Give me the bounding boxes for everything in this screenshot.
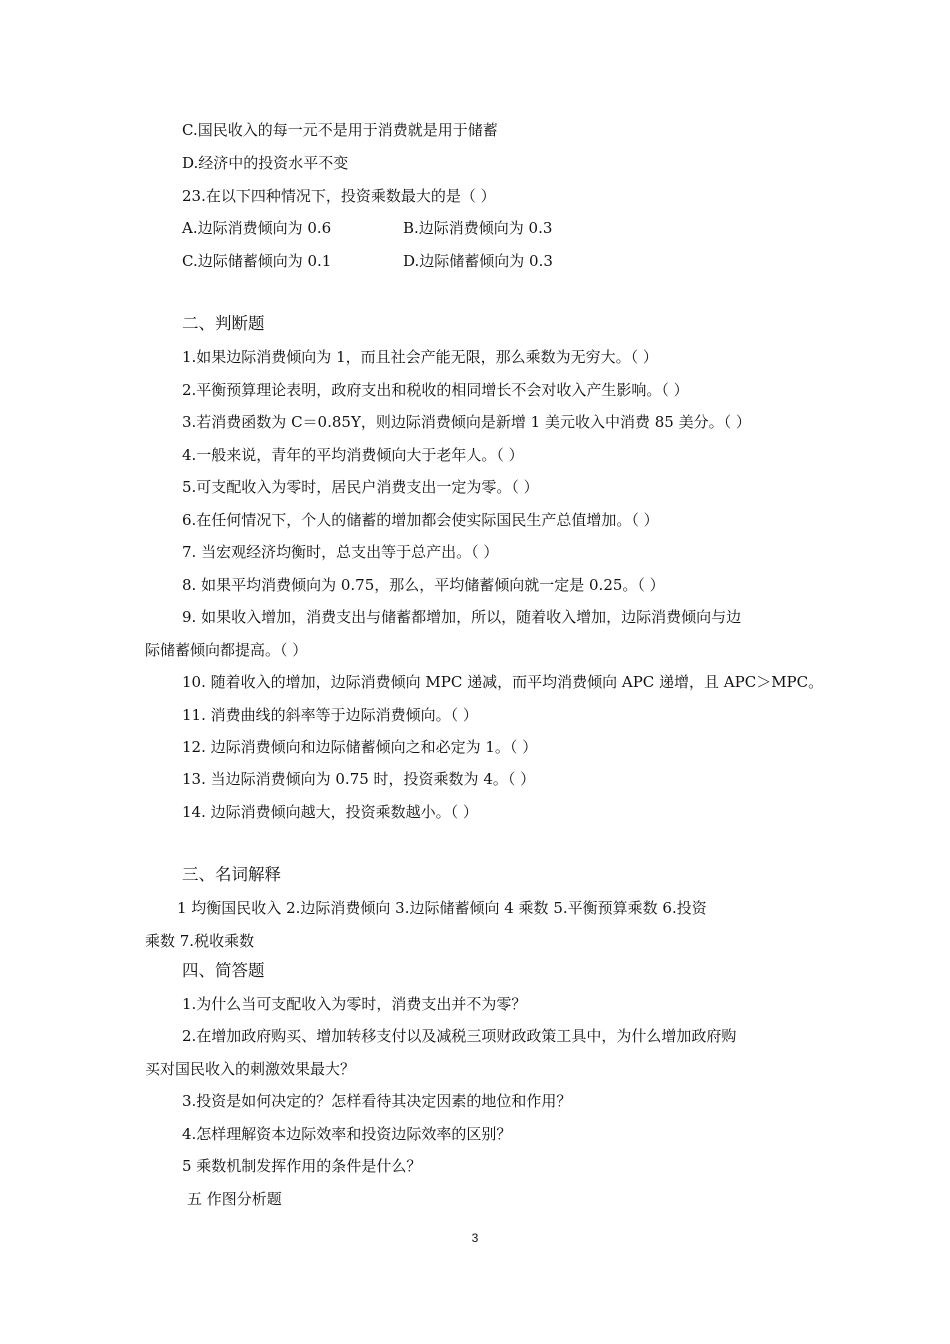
page-number: 3	[471, 1231, 479, 1245]
tf-item: 11. 消费曲线的斜率等于边际消费倾向。（ ）	[182, 706, 478, 724]
option-d-prev: D.经济中的投资水平不变	[182, 154, 349, 172]
section-heading-short-answer: 四、简答题	[182, 961, 265, 980]
question-23-option-b: B.边际消费倾向为 0.3	[403, 219, 553, 237]
tf-item: 3.若消费函数为 C＝0.85Y，则边际消费倾向是新增 1 美元收入中消费 85 美分。（ ）	[182, 413, 751, 431]
tf-item-continuation: 际储蓄倾向都提高。（ ）	[145, 641, 308, 659]
tf-item: 6.在任何情况下，个人的储蓄的增加都会使实际国民生产总值增加。（ ）	[182, 511, 659, 529]
tf-item: 9. 如果收入增加，消费支出与储蓄都增加，所以，随着收入增加，边际消费倾向与边	[182, 608, 742, 626]
question-23-option-d: D.边际储蓄倾向为 0.3	[403, 252, 553, 270]
tf-item: 7. 当宏观经济均衡时，总支出等于总产出。（ ）	[182, 543, 499, 561]
tf-item: 5.可支配收入为零时，居民户消费支出一定为零。（ ）	[182, 478, 539, 496]
tf-item: 12. 边际消费倾向和边际储蓄倾向之和必定为 1。（ ）	[182, 738, 538, 756]
short-answer-item: 4.怎样理解资本边际效率和投资边际效率的区别？	[182, 1125, 512, 1143]
section-heading-terms: 三、名词解释	[182, 865, 281, 884]
question-23-stem: 23.在以下四种情况下，投资乘数最大的是（ ）	[182, 187, 496, 205]
tf-item: 4.一般来说，青年的平均消费倾向大于老年人。（ ）	[182, 446, 524, 464]
short-answer-item: 3.投资是如何决定的？怎样看待其决定因素的地位和作用？	[182, 1092, 572, 1110]
section-heading-graph-analysis: 五 作图分析题	[187, 1190, 282, 1208]
short-answer-item: 5 乘数机制发挥作用的条件是什么？	[182, 1157, 422, 1175]
tf-item: 10. 随着收入的增加，边际消费倾向 MPC 递减，而平均消费倾向 APC 递增，且 APC＞MPC。	[182, 673, 824, 691]
short-answer-item-continuation: 买对国民收入的刺激效果最大？	[145, 1060, 356, 1078]
question-23-option-c: C.边际储蓄倾向为 0.1	[182, 252, 332, 270]
tf-item: 2.平衡预算理论表明，政府支出和税收的相同增长不会对收入产生影响。（ ）	[182, 381, 689, 399]
tf-item: 13. 当边际消费倾向为 0.75 时，投资乘数为 4。（ ）	[182, 770, 536, 788]
short-answer-item: 2.在增加政府购买、增加转移支付以及减税三项财政政策工具中，为什么增加政府购	[182, 1027, 737, 1045]
tf-item: 14. 边际消费倾向越大，投资乘数越小。（ ）	[182, 803, 478, 821]
section-heading-true-false: 二、判断题	[182, 314, 265, 333]
terms-line-continuation: 乘数 7.税收乘数	[145, 932, 255, 950]
question-23-option-a: A.边际消费倾向为 0.6	[182, 219, 332, 237]
short-answer-item: 1.为什么当可支配收入为零时，消费支出并不为零？	[182, 995, 527, 1013]
tf-item: 8. 如果平均消费倾向为 0.75，那么，平均储蓄倾向就一定是 0.25。（ ）	[182, 576, 665, 594]
tf-item: 1.如果边际消费倾向为 1，而且社会产能无限，那么乘数为无穷大。（ ）	[182, 348, 658, 366]
option-c-prev: C.国民收入的每一元不是用于消费就是用于储蓄	[182, 121, 498, 139]
terms-line: 1 均衡国民收入 2.边际消费倾向 3.边际储蓄倾向 4 乘数 5.平衡预算乘数 6.投资	[177, 899, 707, 917]
